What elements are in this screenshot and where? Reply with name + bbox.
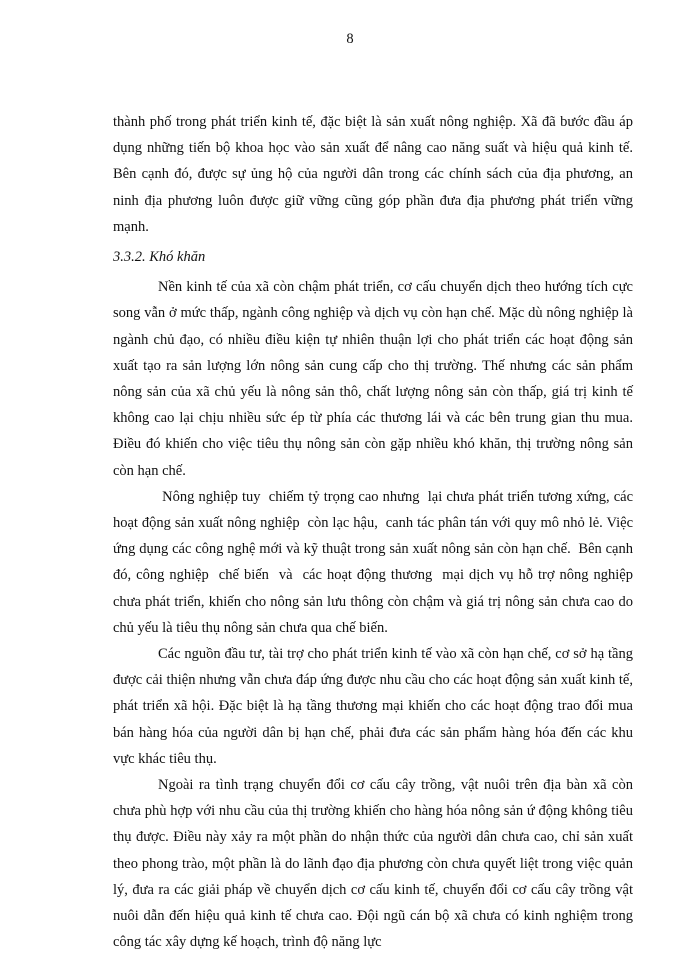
paragraph: Các nguồn đầu tư, tài trợ cho phát triển kinh tế vào xã còn hạn chế, cơ sở hạ tầng được cải thiện nhưng vẫn chưa đáp ứng được nhu cầu cho các hoạt động sản xuất kinh tế, phát triển xã hội. Đặc biệt là hạ tầng thương mại khiến cho các hoạt động trao đổi mua bán hàng hóa của người dân bị hạn chế, phải đưa các sản phẩm hàng hóa đến các khu vực khác tiêu thụ. — [113, 646, 633, 767]
paragraph: Nông nghiệp tuy chiếm tỷ trọng cao nhưng lại chưa phát triển tương xứng, các hoạt động sản xuất nông nghiệp còn lạc hậu, canh tác phân tán với quy mô nhỏ lẻ. Việc ứng dụng các công nghệ mới và kỹ thuật trong sản xuất nông sản còn hạn chế. Bên cạnh đó, công nghiệp chế biến và các hoạt động thương mại dịch vụ hỗ trợ nông nghiệp chưa phát triển, khiến cho nông sản lưu thông còn chậm và giá trị nông sản chưa cao do chủ yếu là tiêu thụ nông sản chưa qua chế biến. — [113, 488, 637, 636]
paragraph: Ngoài ra tình trạng chuyển đổi cơ cấu cây trồng, vật nuôi trên địa bàn xã còn chưa phù hợp với nhu cầu của thị trường khiến cho hàng hóa nông sản ứ động không tiêu thụ được. Điều này xảy ra một phần do nhận thức của người dân chưa cao, chỉ sản xuất theo phong trào, một phần là do lãnh đạo địa phương còn chưa quyết liệt trong việc quản lý, đưa ra các giải pháp về chuyển dịch cơ cấu kinh tế, chuyển đổi cơ cấu cây trồng vật nuôi dẫn đến hiệu quả kinh tế chưa cao. Đội ngũ cán bộ xã chưa có kinh nghiệm trong công tác xây dựng kế hoạch, trình độ năng lực — [113, 777, 633, 951]
page-number: 8 — [346, 31, 354, 47]
paragraph: Nền kinh tế của xã còn chậm phát triển, cơ cấu chuyển dịch theo hướng tích cực song vẫn ở mức thấp, ngành công nghiệp và dịch vụ còn hạn chế. Mặc dù nông nghiệp là ngành chủ đạo, có nhiều điều kiện tự nhiên thuận lợi cho phát triển các hoạt động sản xuất tạo ra sản lượng lớn nông sản cung cấp cho thị trường. Thế nhưng các sản phẩm nông sản của xã chủ yếu là nông sản thô, chất lượng nông sản còn thấp, giá trị kinh tế không cao lại chịu nhiều sức ép từ phía các thương lái và các bên trung gian thu mua. Điều đó khiến cho việc tiêu thụ nông sản còn gặp nhiều khó khăn, thị trường nông sản còn hạn chế. — [113, 279, 633, 479]
document-body — [113, 109, 637, 956]
section-heading: 3.3.2. Khó khăn — [113, 249, 206, 266]
intro-paragraph: thành phố trong phát triển kinh tế, đặc biệt là sản xuất nông nghiệp. Xã đã bước đầu áp dụng những tiến bộ khoa học vào sản xuất để nâng cao năng suất và hiệu quả kinh tế. Bên cạnh đó, được sự ủng hộ của người dân trong các chính sách của địa phương, an ninh địa phương luôn được giữ vững cũng góp phần đưa địa phương phát triển vững mạnh. — [113, 114, 633, 235]
